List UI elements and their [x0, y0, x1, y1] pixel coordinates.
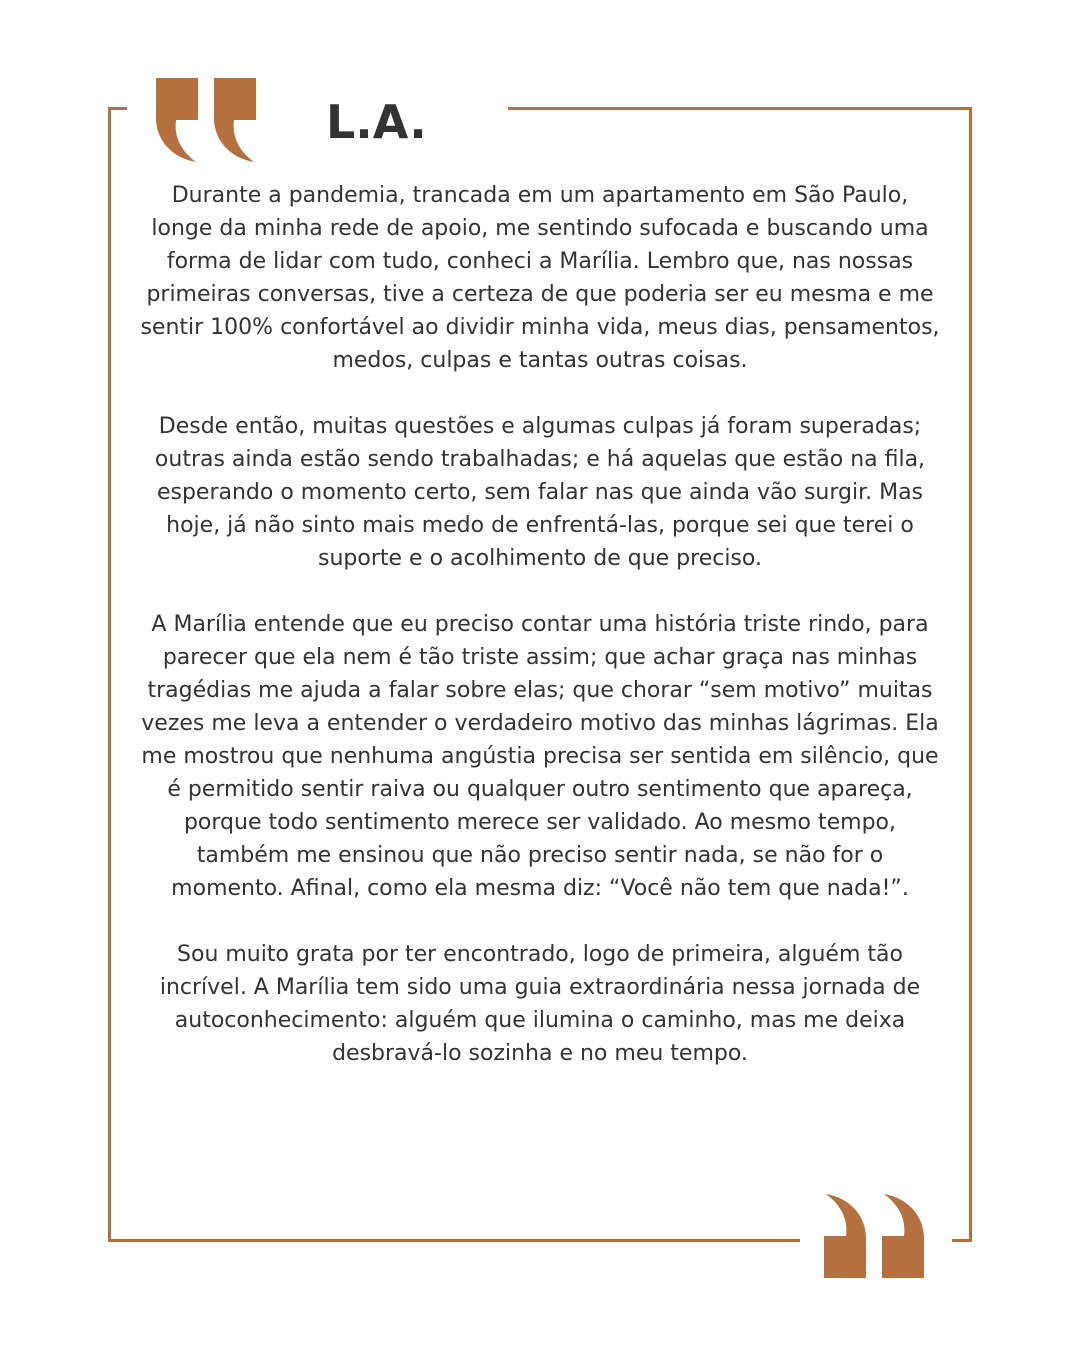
testimonial-paragraph: Desde então, muitas questões e algumas culpas já foram superadas; outras ainda estão sendo trabalhadas; e há aquelas que estão na fila, esperando o momento certo, sem falar nas que ainda vão surgir. Mas hoje, já não sinto mais medo de enfrentá-las, porque sei que terei o suporte e o acolhimento de que preciso. [154, 414, 926, 571]
frame-bottom-right-segment [952, 1239, 972, 1242]
testimonial-paragraph: Sou muito grata por ter encontrado, logo de primeira, alguém tão incrível. A Marília tem sido uma guia extraordinária nessa jornada de autoconhecimento: alguém que ilumina o caminho, mas me deixa desbravá-lo sozinha e no meu tempo. [159, 942, 921, 1066]
testimonial-paragraph: Durante a pandemia, trancada em um apartamento em São Paulo, longe da minha rede de apoio, me sentindo sufocada e buscando uma forma de lidar com tudo, conheci a Marília. Lembro que, nas nossas primeiras conversas, tive a certeza de que poderia ser eu mesma e me sentir 100% confortável ao dividir minha vida, meus dias, pensamentos, medos, culpas e tantas outras coisas. [140, 183, 940, 373]
close-quote-icon [820, 1190, 928, 1278]
testimonial-paragraph: A Marília entende que eu preciso contar uma história triste rindo, para parecer que ela nem é tão triste assim; que achar graça nas minhas tragédias me ajuda a falar sobre elas; que chorar “sem motivo” muitas vezes me leva a entender o verdadeiro motivo das minhas lágrimas. Ela me mostrou que nenhuma angústia precisa ser sentida em silêncio, que é permitido sentir raiva ou qualquer outro sentimento que apareça, porque todo sentimento merece ser validado. Ao mesmo tempo, também me ensinou que não preciso sentir nada, se não for o momento. Afinal, como ela mesma diz: “Você não tem que nada!”. [141, 612, 939, 901]
open-quote-icon [152, 78, 260, 166]
frame-left-side [108, 107, 111, 1242]
frame-bottom-left-segment [108, 1239, 800, 1242]
frame-right-side [969, 107, 972, 1242]
frame-top-right-segment [508, 107, 972, 110]
author-initials: L.A. [326, 95, 427, 149]
testimonial-body [138, 179, 942, 1070]
